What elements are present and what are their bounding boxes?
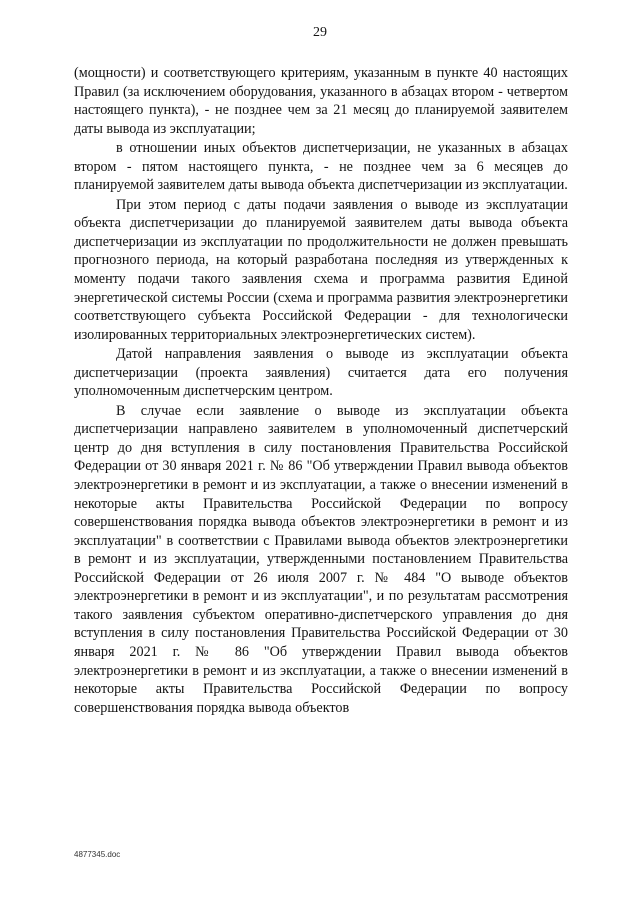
paragraph-transition-case: В случае если заявление о выводе из эксплуатации объекта диспетчеризации направлено заявителем в уполномоченный диспетчерский центр до дня вступления в силу постановления Правительства Российской Федерации от 30 января 2021 г. № 86 "Об утверждении Правил вывода объектов электроэнергетики в ремонт и из эксплуатации, а также о внесении изменений в некоторые акты Правительства Российской Федерации по вопросу совершенствования порядка вывода объектов электроэнергетики в ремонт и из эксплуатации" в соответствии с Правилами вывода объектов электроэнергетики в ремонт и из эксплуатации, утвержденными постановлением Правительства Российской Федерации от 26 июля 2007 г. № 484 "О выводе объектов электроэнергетики в ремонт и из эксплуатации", и по результатам рассмотрения такого заявления субъектом оперативно-диспетчерского управления до дня вступления в силу постановления Правительства Российской Федерации от 30 января 2021 г. № 86 "Об утверждении Правил вывода объектов электроэнергетики в ремонт и из эксплуатации, а также о внесении изменений в некоторые акты Правительства Российской Федерации по вопросу совершенствования порядка вывода объектов <box>74 402 568 716</box>
document-file-code: 4877345.doc <box>74 850 121 859</box>
document-body <box>74 64 568 718</box>
paragraph-continuation: (мощности) и соответствующего критериям, указанным в пункте 40 настоящих Правил (за исключением оборудования, указанного в абзацах втором - четвертом настоящего пункта), - не позднее чем за 21 месяц до планируемой заявителем даты вывода из эксплуатации; <box>74 65 568 137</box>
paragraph-other-objects: в отношении иных объектов диспетчеризации, не указанных в абзацах втором - пятом настоящего пункта, - не позднее чем за 6 месяцев до планируемой заявителем даты вывода объекта диспетчеризации из эксплуатации. <box>74 140 568 194</box>
paragraph-period: При этом период с даты подачи заявления о выводе из эксплуатации объекта диспетчеризации до планируемой заявителем даты вывода объекта диспетчеризации из эксплуатации по продолжительности не должен превышать прогнозного периода, на который разработана последняя из утвержденных к моменту подачи такого заявления схема и программа развития Единой энергетической системы России (схема и программа развития электроэнергетики соответствующего субъекта Российской Федерации - для технологически изолированных территориальных электроэнергетических систем). <box>74 196 568 343</box>
page-number: 29 <box>313 25 327 40</box>
paragraph-application-date: Датой направления заявления о выводе из эксплуатации объекта диспетчеризации (проекта заявления) считается дата его получения уполномоченным диспетчерским центром. <box>74 346 568 400</box>
